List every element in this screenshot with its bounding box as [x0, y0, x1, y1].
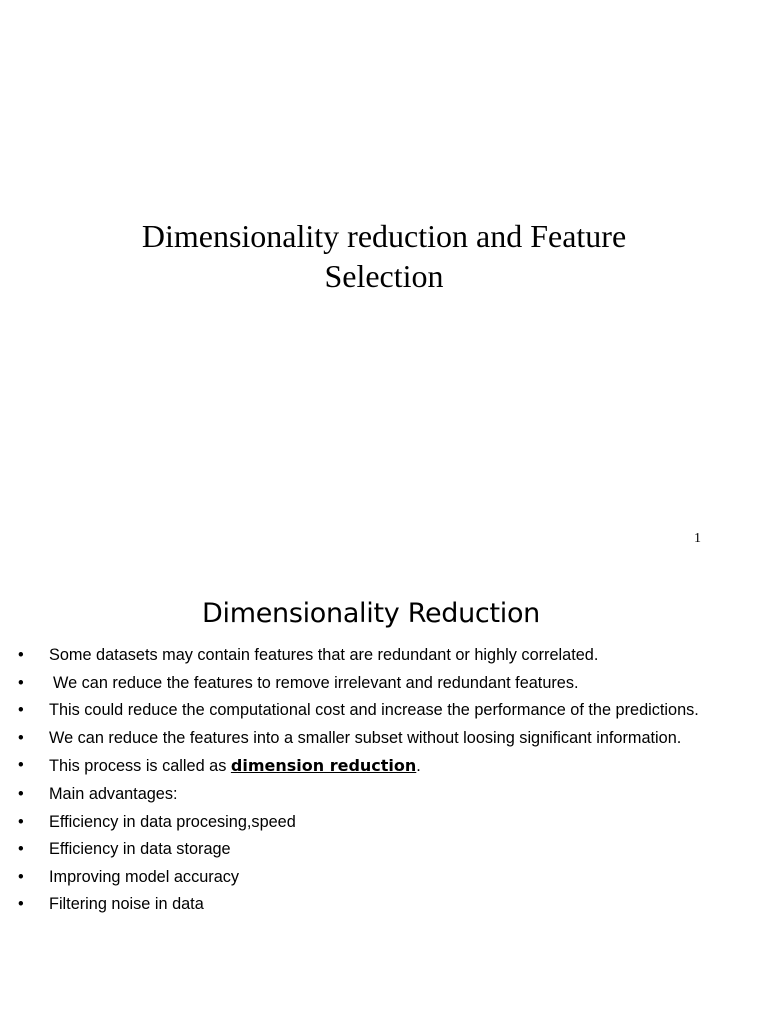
bullet-text: Filtering noise in data	[49, 895, 204, 914]
section-title: Dimensionality Reduction	[202, 598, 540, 629]
bullet-text: Efficiency in data storage	[49, 840, 231, 859]
bullet-icon: •	[18, 812, 24, 831]
bullet-item	[0, 838, 768, 861]
bullet-item	[0, 699, 768, 722]
bullet-item	[0, 811, 768, 834]
bullet-item	[0, 754, 768, 778]
slide-title-line-1: Dimensionality reduction and Feature	[141, 218, 627, 254]
bullet-text: Some datasets may contain features that are redundant or highly correlated.	[49, 646, 599, 664]
bullet-text-prefix: This process is called as	[49, 757, 231, 776]
bullet-icon: •	[18, 895, 24, 914]
bullet-icon: •	[18, 673, 24, 692]
bullet-icon: •	[18, 701, 24, 720]
bullet-text: Improving model accuracy	[49, 867, 240, 886]
bullet-text-suffix: .	[416, 757, 421, 776]
slide-title	[0, 216, 768, 296]
slide-title-line-2: Selection	[324, 258, 444, 294]
bullet-text	[49, 757, 421, 775]
bullet-text: We can reduce the features to remove irrelevant and redundant features.	[53, 673, 579, 692]
bullet-icon: •	[18, 728, 24, 747]
bullet-text: Main advantages:	[49, 784, 178, 803]
bullet-item	[0, 893, 768, 916]
bullet-text: Efficiency in data procesing,speed	[49, 812, 296, 831]
bullet-item	[0, 672, 768, 695]
bullet-list	[0, 644, 768, 921]
bullet-icon: •	[18, 784, 24, 803]
content-slide	[0, 560, 768, 1024]
bullet-icon: •	[18, 840, 24, 859]
bullet-item	[0, 644, 768, 667]
bullet-item	[0, 727, 768, 750]
bullet-item	[0, 783, 768, 806]
bullet-item	[0, 866, 768, 889]
bullet-text: This could reduce the computational cost and increase the performance of the predictions.	[49, 701, 699, 720]
bullet-icon: •	[18, 646, 24, 664]
bullet-icon: •	[18, 867, 24, 886]
page-number: 1	[694, 531, 701, 546]
emphasized-term: dimension reduction	[230, 756, 417, 776]
bullet-text: We can reduce the features into a smaller subset without loosing significant information.	[49, 728, 682, 747]
bullet-icon: •	[18, 756, 24, 775]
